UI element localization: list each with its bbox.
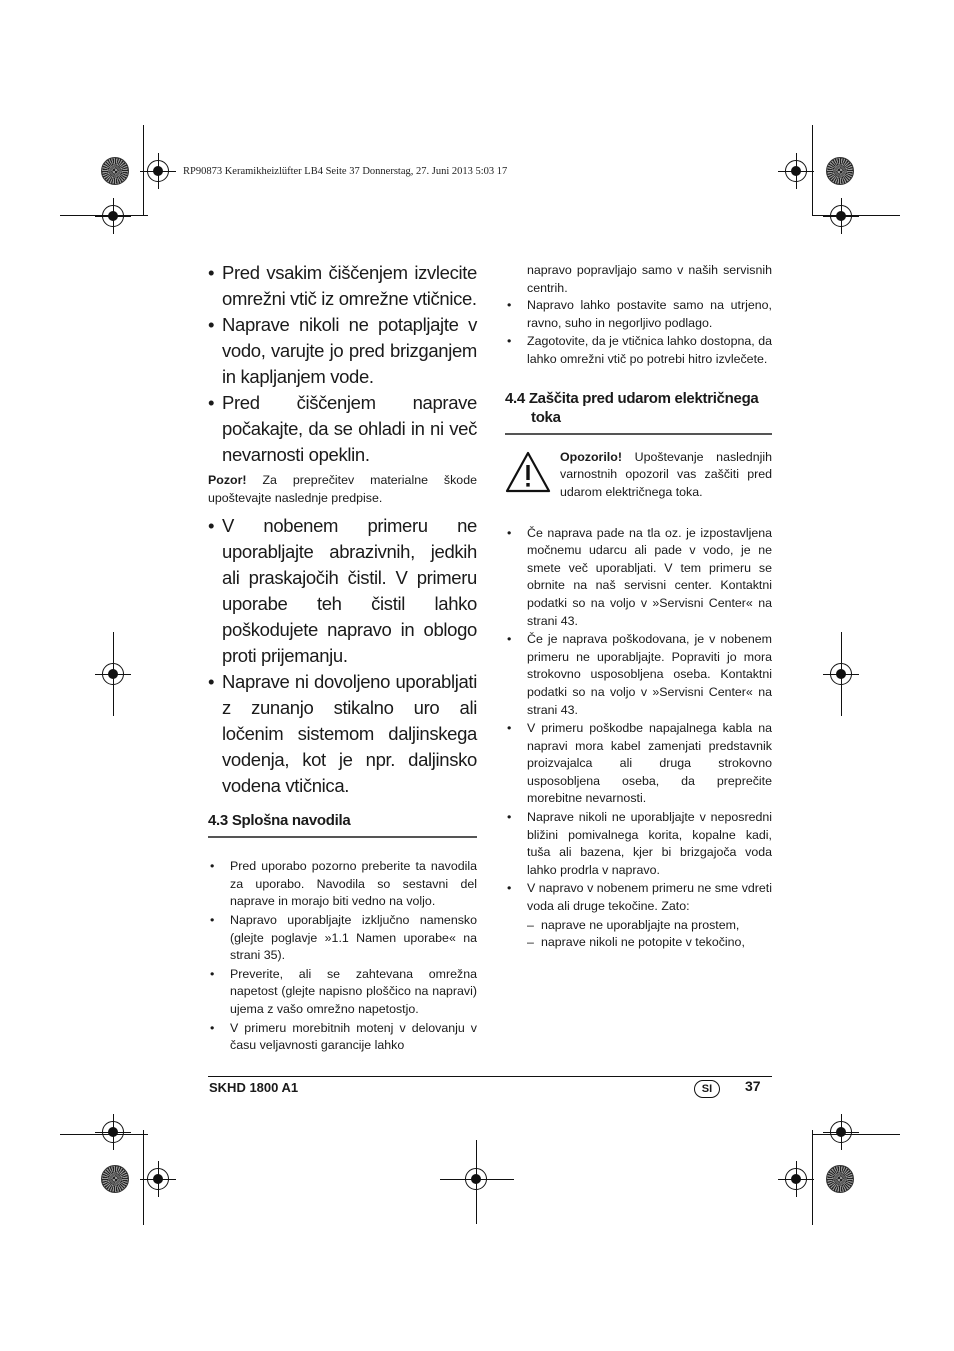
right-top-list — [505, 297, 772, 368]
dash-item: – naprave nikoli ne potopite v tekočino, — [505, 934, 772, 952]
list-item: • V nobenem primeru ne uporabljajte abrazivnih, jedkih ali praskajočih čistil. V primeru uporabe teh čistil lahko poškodujete napravo in oblogo proti prijemanju. — [208, 513, 477, 669]
registration-mark — [102, 205, 124, 227]
footer-model: SKHD 1800 A1 — [209, 1080, 299, 1095]
list-item: • Naprave nikoli ne potapljajte v vodo, varujte jo pred brizganjem in kapljanjem vode. — [208, 312, 477, 390]
section-4-3-list — [208, 858, 477, 1055]
heading-line: 4.4 Zaščita pred udarom električnega — [505, 389, 759, 407]
list-item: • Če naprava pade na tla oz. je izpostavljena močnemu udarcu ali pade v vodo, je ne smete več uporabljati. V tem primeru se obrnite na naš servisni center. Kontaktni podatki so na voljo v »Servisni Center« na strani 43. — [505, 525, 772, 631]
heading-line: toka — [531, 408, 561, 426]
footer-rule — [208, 1076, 772, 1077]
list-item: • Napravo lahko postavite samo na utrjeno, ravno, suho in negorljivo podlago. — [505, 297, 772, 332]
warning-label: Opozorilo! — [560, 449, 622, 464]
right-column — [505, 262, 772, 952]
list-item: • Preverite, ali se zahtevana omrežna napetost (glejte napisno ploščico na napravi) ujema z vašo omrežno napetostjo. — [208, 966, 477, 1019]
crop-line — [60, 1134, 148, 1135]
dash-item: – naprave ne uporabljajte na prostem, — [505, 917, 772, 935]
continuation-text: napravo popravljajo samo v naših servisnih centrih. — [527, 263, 772, 295]
list-item: • V primeru poškodbe napajalnega kabla na napravi mora kabel zamenjati predstavnik proizvajalca ali druga strokovno usposobljena oseba, da preprečite morebitne nevarnosti. — [505, 720, 772, 808]
crop-line — [440, 1179, 514, 1180]
crop-line — [143, 1130, 144, 1225]
color-target-top-right — [826, 157, 854, 185]
language-badge: SI — [694, 1080, 720, 1098]
list-item: • Pred čiščenjem naprave počakajte, da se ohladi in ni več nevarnosti opeklin. — [208, 390, 477, 468]
warning-triangle-icon — [505, 451, 551, 493]
big-bullets-top — [208, 260, 477, 468]
list-item: • Pred vsakim čiščenjem izvlecite omrežni vtič iz omrežne vtičnice. — [208, 260, 477, 312]
section-heading-4-4 — [505, 389, 772, 435]
crop-line — [812, 1130, 813, 1225]
big-bullets-bottom — [208, 513, 477, 799]
list-item: • V primeru morebitnih motenj v delovanju v času veljavnosti garancije lahko — [208, 1020, 477, 1055]
list-item: • V napravo v nobenem primeru ne sme vdreti voda ali druge tekočine. Zato: — [505, 880, 772, 915]
section-heading-4-3: 4.3 Splošna navodila — [208, 811, 477, 838]
left-column — [208, 260, 477, 1056]
registration-mark — [102, 1121, 124, 1143]
list-item: • Zagotovite, da je vtičnica lahko dostopna, da lahko omrežni vtič po potrebi hitro izvlečete. — [505, 333, 772, 368]
section-4-4-list — [505, 525, 772, 916]
list-item: • Če je naprava poškodovana, je v nobenem primeru ne uporabljajte. Popraviti jo mora strokovno usposobljena oseba. Kontaktni podatki so na voljo v »Servisni Center« na strani 43. — [505, 631, 772, 719]
registration-mark — [830, 1121, 852, 1143]
registration-mark — [785, 1168, 807, 1190]
crop-line — [143, 125, 144, 215]
print-header: RP90873 Keramikheizlüfter LB4 Seite 37 Donnerstag, 27. Juni 2013 5:03 17 — [183, 166, 508, 177]
color-target-top-left — [101, 157, 129, 185]
list-item: • Pred uporabo pozorno preberite ta navodila za uporabo. Navodila so sestavni del naprave in morajo biti vedno na voljo. — [208, 858, 477, 911]
list-item: • Naprave nikoli ne uporabljajte v neposredni bližini pomivalnega korita, kopalne kadi, tuša ali bazena, kjer bi brizgajoča voda lahko prodrla v napravo. — [505, 809, 772, 879]
crop-line — [113, 632, 114, 716]
page-number: 37 — [745, 1078, 761, 1094]
registration-mark — [147, 1168, 169, 1190]
crop-line — [812, 1134, 900, 1135]
color-target-bottom-right — [826, 1165, 854, 1193]
crop-line — [812, 125, 813, 215]
crop-line — [60, 215, 148, 216]
registration-mark — [147, 160, 169, 182]
list-item: • Napravo uporabljajte izključno namensko (glejte poglavje »1.1 Namen uporabe« na strani 35). — [208, 912, 477, 965]
pozor-text: Za preprečitev materialne škode upoštevajte naslednje predpise. — [208, 473, 477, 505]
list-item: • Naprave ni dovoljeno uporabljati z zunanjo stikalno uro ali ločenim sistemom daljinskega vodenja, kot je npr. daljinsko vodena vtičnica. — [208, 669, 477, 799]
registration-mark — [830, 205, 852, 227]
registration-mark — [785, 160, 807, 182]
crop-line — [476, 1140, 477, 1224]
pozor-note — [208, 472, 477, 507]
dash-list — [505, 917, 772, 952]
warning-box — [505, 449, 772, 521]
pozor-label: Pozor! — [208, 473, 247, 487]
color-target-bottom-left — [101, 1165, 129, 1193]
crop-line — [812, 215, 900, 216]
crop-line — [841, 632, 842, 716]
warning-text: Upoštevanje naslednjih varnostnih opozoril vas zaščiti pred udarom električnega toka. — [560, 449, 772, 499]
